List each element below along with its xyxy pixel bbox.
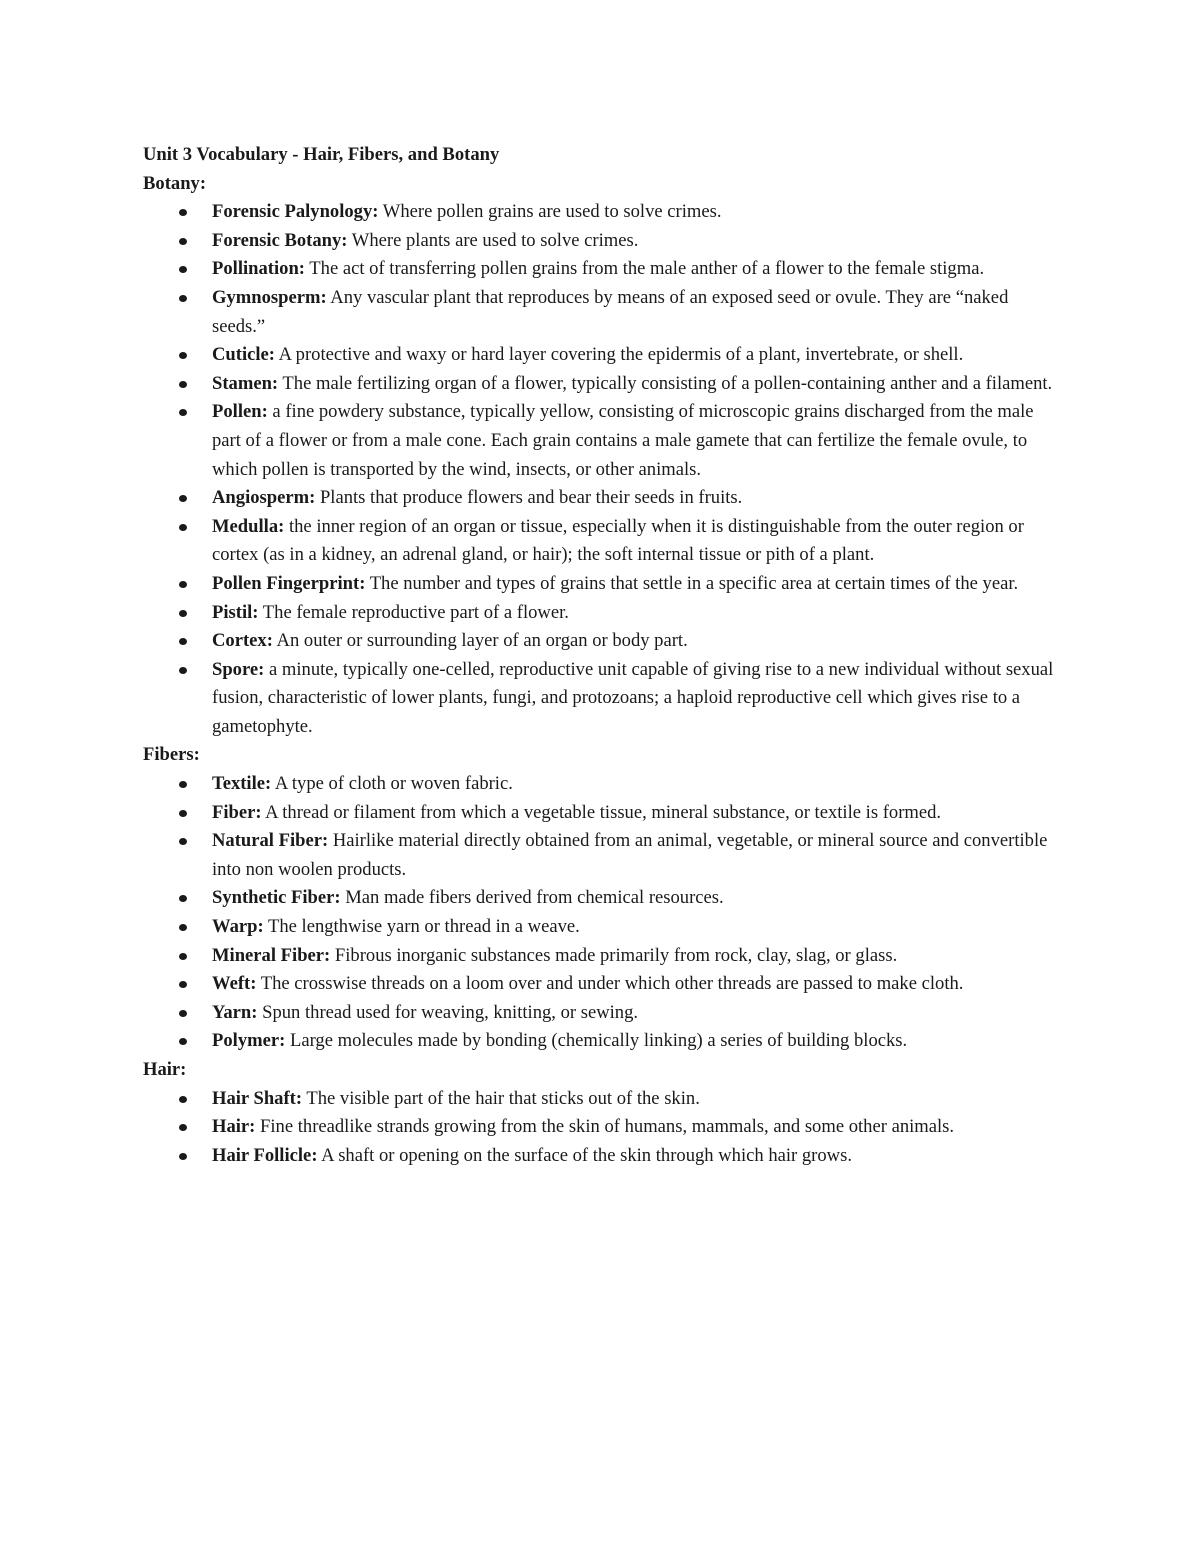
term-definition: A type of cloth or woven fabric. xyxy=(271,773,513,795)
section-heading: Botany: xyxy=(143,172,207,194)
term-label: Polymer: xyxy=(212,1030,286,1052)
section-heading: Fibers: xyxy=(143,744,200,766)
bullet-icon xyxy=(179,1038,187,1045)
term-label: Mineral Fiber: xyxy=(212,944,331,966)
bullet-icon xyxy=(179,1153,187,1160)
term-label: Gymnosperm: xyxy=(212,286,327,308)
term-list xyxy=(143,198,1058,741)
sections-container xyxy=(143,170,1058,1171)
term-list xyxy=(143,770,1058,1056)
list-item xyxy=(143,1027,1058,1056)
term-definition: The visible part of the hair that sticks out of the skin. xyxy=(302,1087,700,1109)
term-label: Pollen: xyxy=(212,401,268,423)
term-label: Angiosperm: xyxy=(212,487,316,509)
term-label: Cortex: xyxy=(212,630,273,652)
term-label: Cuticle: xyxy=(212,344,275,366)
term-label: Pistil: xyxy=(212,601,259,623)
term-definition: the inner region of an organ or tissue, especially when it is distinguishable from the outer region or cortex (as in a kidney, an adrenal gland, or hair); the soft internal tissue or pith of a plant. xyxy=(212,515,1024,566)
list-item xyxy=(143,1142,1058,1171)
bullet-icon xyxy=(179,667,187,674)
term-definition: Spun thread used for weaving, knitting, or sewing. xyxy=(257,1001,639,1023)
bullet-icon xyxy=(179,838,187,845)
bullet-icon xyxy=(179,1010,187,1017)
bullet-icon xyxy=(179,924,187,931)
term-definition: Any vascular plant that reproduces by means of an exposed seed or ovule. They are “naked seeds.” xyxy=(212,286,1009,337)
term-definition: a fine powdery substance, typically yellow, consisting of microscopic grains discharged from the male part of a flower or from a male cone. Each grain contains a male gamete that can fertilize the female ovule, to which pollen is transported by the wind, insects, or other animals. xyxy=(212,401,1034,480)
term-label: Hair Follicle: xyxy=(212,1144,318,1166)
list-item xyxy=(143,513,1058,570)
bullet-icon xyxy=(179,610,187,617)
list-item xyxy=(143,884,1058,913)
list-item xyxy=(143,799,1058,828)
bullet-icon xyxy=(179,238,187,245)
term-label: Fiber: xyxy=(212,801,262,823)
term-label: Pollen Fingerprint: xyxy=(212,572,366,594)
list-item xyxy=(143,999,1058,1028)
list-item xyxy=(143,656,1058,742)
term-label: Weft: xyxy=(212,973,257,995)
bullet-icon xyxy=(179,295,187,302)
bullet-icon xyxy=(179,381,187,388)
term-definition: The crosswise threads on a loom over and under which other threads are passed to make cloth. xyxy=(256,973,964,995)
term-list xyxy=(143,1085,1058,1171)
term-label: Synthetic Fiber: xyxy=(212,887,341,909)
term-definition: Fine threadlike strands growing from the skin of humans, mammals, and some other animals. xyxy=(255,1116,955,1138)
term-definition: A shaft or opening on the surface of the skin through which hair grows. xyxy=(317,1144,852,1166)
bullet-icon xyxy=(179,524,187,531)
term-label: Spore: xyxy=(212,658,265,680)
bullet-icon xyxy=(179,581,187,588)
term-definition: Where pollen grains are used to solve crimes. xyxy=(378,201,722,223)
list-item xyxy=(143,198,1058,227)
list-item xyxy=(143,255,1058,284)
list-item xyxy=(143,627,1058,656)
section-heading: Hair: xyxy=(143,1059,187,1080)
list-item xyxy=(143,370,1058,399)
list-item xyxy=(143,570,1058,599)
bullet-icon xyxy=(179,1096,187,1103)
term-definition: a minute, typically one-celled, reproductive unit capable of giving rise to a new individual without sexual fusion, characteristic of lower plants, fungi, and protozoans; a haploid reproductive cell which gives rise to a gametophyte. xyxy=(212,658,1054,737)
list-item xyxy=(143,942,1058,971)
term-definition: Large molecules made by bonding (chemically linking) a series of building blocks. xyxy=(285,1030,908,1052)
term-definition: An outer or surrounding layer of an organ or body part. xyxy=(272,630,688,652)
term-label: Forensic Botany: xyxy=(212,229,348,251)
term-definition: Fibrous inorganic substances made primarily from rock, clay, slag, or glass. xyxy=(330,944,898,966)
list-item xyxy=(143,227,1058,256)
term-label: Hair: xyxy=(212,1116,256,1138)
list-item xyxy=(143,827,1058,884)
document-title: Unit 3 Vocabulary - Hair, Fibers, and Botany xyxy=(143,144,500,165)
list-item xyxy=(143,341,1058,370)
term-label: Forensic Palynology: xyxy=(212,201,379,223)
list-item xyxy=(143,913,1058,942)
term-definition: Hairlike material directly obtained from an animal, vegetable, or mineral source and convertible into non woolen products. xyxy=(212,830,1048,880)
bullet-icon xyxy=(179,409,187,416)
term-label: Yarn: xyxy=(212,1001,258,1023)
bullet-icon xyxy=(179,810,187,817)
bullet-icon xyxy=(179,981,187,988)
document-page xyxy=(143,141,1058,1170)
term-definition: The female reproductive part of a flower. xyxy=(258,601,569,623)
term-definition: Man made fibers derived from chemical resources. xyxy=(340,887,724,909)
term-label: Medulla: xyxy=(212,515,285,537)
term-label: Natural Fiber: xyxy=(212,830,329,852)
list-item xyxy=(143,770,1058,799)
term-definition: The lengthwise yarn or thread in a weave. xyxy=(263,916,580,938)
list-item xyxy=(143,484,1058,513)
term-label: Stamen: xyxy=(212,372,279,394)
term-definition: A protective and waxy or hard layer covering the epidermis of a plant, invertebrate, or shell. xyxy=(275,344,964,366)
list-item xyxy=(143,398,1058,484)
term-definition: The act of transferring pollen grains from the male anther of a flower to the female stigma. xyxy=(304,258,985,280)
bullet-icon xyxy=(179,352,187,359)
term-label: Pollination: xyxy=(212,258,305,280)
term-label: Hair Shaft: xyxy=(212,1087,303,1109)
term-definition: Where plants are used to solve crimes. xyxy=(347,229,639,251)
term-label: Textile: xyxy=(212,773,272,795)
list-item xyxy=(143,284,1058,341)
term-definition: A thread or filament from which a vegetable tissue, mineral substance, or textile is formed. xyxy=(261,801,942,823)
list-item xyxy=(143,599,1058,628)
list-item xyxy=(143,1085,1058,1114)
bullet-icon xyxy=(179,953,187,960)
term-definition: The number and types of grains that settle in a specific area at certain times of the year. xyxy=(365,572,1019,594)
bullet-icon xyxy=(179,495,187,502)
bullet-icon xyxy=(179,781,187,788)
term-definition: The male fertilizing organ of a flower, typically consisting of a pollen-containing anther and a filament. xyxy=(278,372,1053,394)
term-label: Warp: xyxy=(212,916,264,938)
bullet-icon xyxy=(179,895,187,902)
term-definition: Plants that produce flowers and bear their seeds in fruits. xyxy=(315,487,743,509)
bullet-icon xyxy=(179,1124,187,1131)
bullet-icon xyxy=(179,209,187,216)
bullet-icon xyxy=(179,638,187,645)
list-item xyxy=(143,970,1058,999)
bullet-icon xyxy=(179,266,187,273)
list-item xyxy=(143,1113,1058,1142)
